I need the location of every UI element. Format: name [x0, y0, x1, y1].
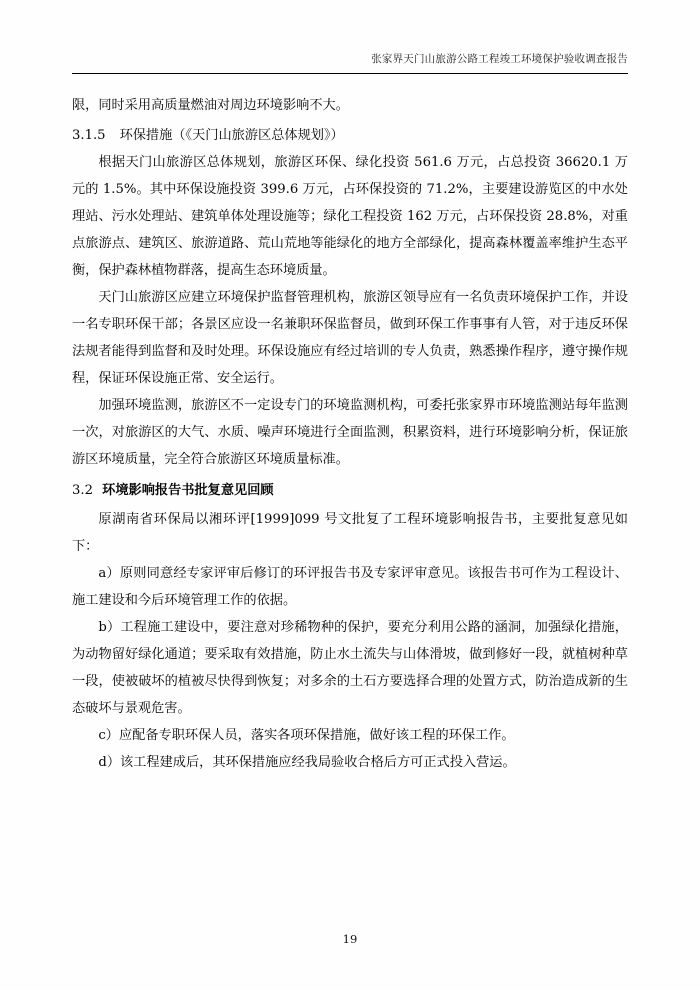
header-title: 张家界天门山旅游公路工程竣工环境保护验收调查报告 — [371, 53, 628, 65]
heading-3-2-number: 3.2 — [72, 483, 93, 498]
list-item-a: a）原则同意经专家评审后修订的环评报告书及专家评审意见。该报告书可作为工程设计、施工建设和今后环境管理工作的依据。 — [72, 566, 628, 608]
heading-3-1-5-number: 3.1.5 — [72, 128, 106, 143]
page-content — [72, 52, 628, 942]
heading-3-1-5 — [72, 122, 628, 149]
page-footer — [0, 932, 700, 946]
paragraph-3: 加强环境监测，旅游区不一定设专门的环境监测机构，可委托张家界市环境监测站每年监测一次，对旅游区的大气、水质、噪声环境进行全面监测，积累资料，进行环境影响分析，保证旅游区环境质量，完全符合旅游区环境质量标准。 — [72, 398, 628, 467]
list-item-d: d）该工程建成后，其环保措施应经我局验收合格后方可正式投入营运。 — [98, 755, 516, 770]
heading-3-1-5-label: 环保措施（《天门山旅游区总体规划》） — [119, 128, 344, 143]
paragraph-4: 原湖南省环保局以湘环评[1999]099 号文批复了工程环境影响报告书，主要批复意见如下： — [72, 512, 628, 554]
list-item-b: b）工程施工建设中，要注意对珍稀物种的保护，要充分利用公路的涵洞，加强绿化措施，为动物留好绿化通道；要采取有效措施，防止水土流失与山体滑坡，做到修好一段，就植树种草一段，使被破坏的植被尽快得到恢复；对多余的土石方要选择合理的处置方式，防治造成新的生态破坏与景观危害。 — [72, 620, 628, 716]
paragraph-2: 天门山旅游区应建立环境保护监督管理机构，旅游区领导应有一名负责环境保护工作，并设一名专职环保干部；各景区应设一名兼职环保监督员，做到环保工作事事有人管，对于违反环保法规者能得到监督和及时处理。环保设施应有经过培训的专人负责，熟悉操作程序，遵守操作规程，保证环保设施正常、安全运行。 — [72, 290, 628, 386]
header-divider — [72, 73, 628, 74]
page-header — [72, 52, 628, 72]
heading-3-2-label: 环境影响报告书批复意见回顾 — [102, 483, 274, 498]
document-body — [72, 92, 628, 776]
list-item-c: c）应配备专职环保人员，落实各项环保措施，做好该工程的环保工作。 — [98, 728, 515, 743]
paragraph-1: 根据天门山旅游区总体规划，旅游区环保、绿化投资 561.6 万元，占总投资 36620.1 万元的 1.5%。其中环保设施投资 399.6 万元，占环保投资的 71.2%，主要建设游览区的中水处理站、污水处理站、建筑单体处理设施等；绿化工程投资 162 万元，占环保投资 28.8%，对重点旅游点、建筑区、旅游道路、荒山荒地等能绿化的地方全部绿化，提高森林覆盖率维护生态平衡，保护森林植物群落，提高生态环境质量。 — [72, 155, 628, 278]
paragraph-continued: 限，同时采用高质量燃油对周边环境影响不大。 — [72, 98, 349, 113]
heading-3-2 — [72, 477, 628, 504]
page-number: 19 — [342, 932, 358, 946]
